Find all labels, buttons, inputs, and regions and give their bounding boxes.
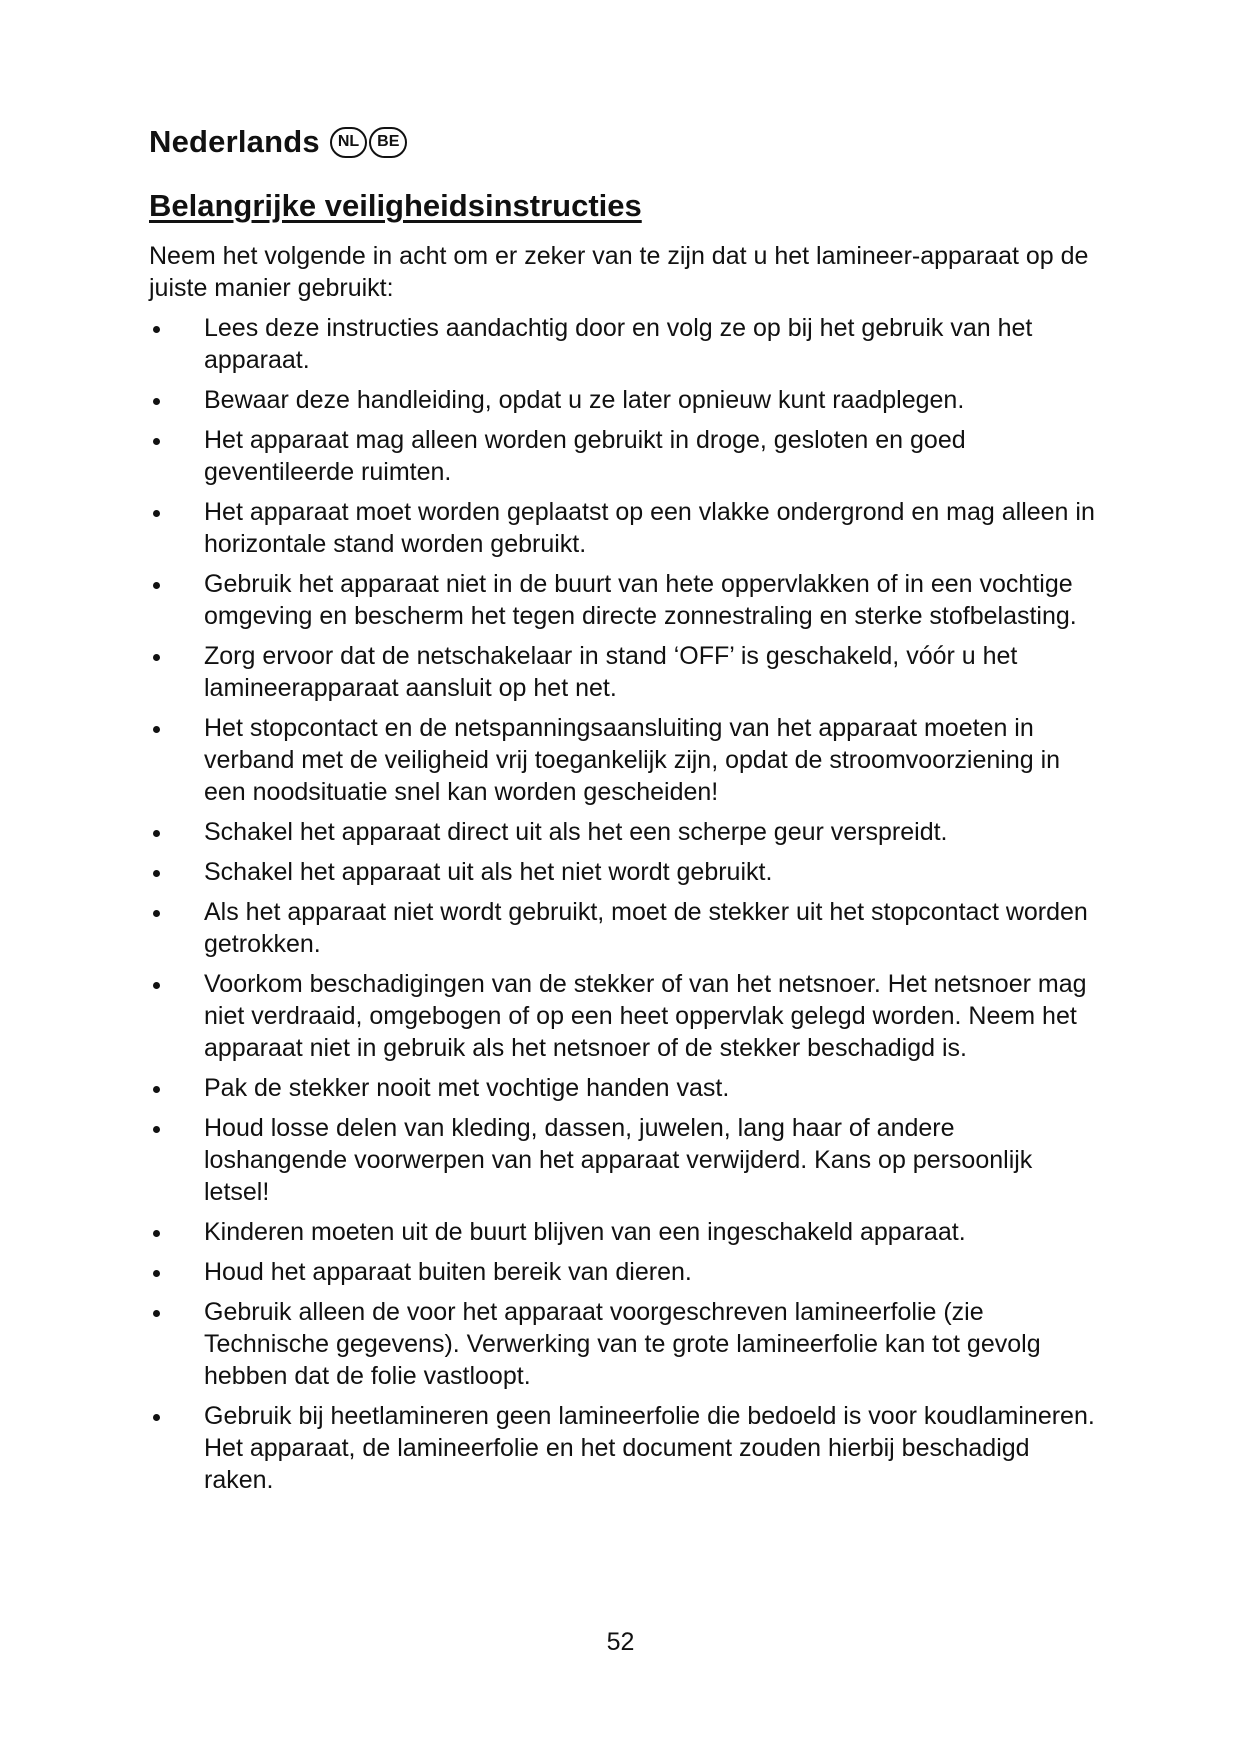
intro-paragraph: Neem het volgende in acht om er zeker van te zijn dat u het lamineer-apparaat op de juiste manier gebruikt: [149, 242, 1089, 302]
list-item-text: Bewaar deze handleiding, opdat u ze later opnieuw kunt raadplegen. [204, 386, 965, 414]
list-item [149, 496, 1099, 560]
language-header [149, 118, 1099, 166]
list-item-text: Gebruik alleen de voor het apparaat voorgeschreven lamineerfolie (zie Technische gegevens). Verwerking van te grote lamineerfolie kan tot gevolg hebben dat de folie vastloopt. [204, 1298, 1041, 1390]
list-item [149, 896, 1099, 960]
country-badges [328, 127, 408, 158]
list-item [149, 384, 1099, 416]
list-item-text: Voorkom beschadigingen van de stekker of van het netsnoer. Het netsnoer mag niet verdraaid, omgebogen of op een heet oppervlak gelegd worden. Neem het apparaat niet in gebruik als het netsnoer of de stekker beschadigd is. [204, 970, 1087, 1062]
bullet-icon [153, 510, 160, 517]
bullet-icon [153, 726, 160, 733]
bullet-icon [153, 1414, 160, 1421]
bullet-icon [153, 1230, 160, 1237]
list-item [149, 424, 1099, 488]
list-item-text: Houd losse delen van kleding, dassen, juwelen, lang haar of andere loshangende voorwerpen van het apparaat verwijderd. Kans op persoonlijk letsel! [204, 1114, 1033, 1206]
list-item-text: Kinderen moeten uit de buurt blijven van een ingeschakeld apparaat. [204, 1218, 966, 1246]
bullet-icon [153, 654, 160, 661]
list-item-text: Als het apparaat niet wordt gebruikt, moet de stekker uit het stopcontact worden getrokken. [204, 898, 1088, 958]
page-number: 52 [606, 1628, 635, 1656]
list-item [149, 640, 1099, 704]
country-badge-nl: NL [330, 127, 367, 158]
safety-instruction-list [149, 312, 1099, 1496]
list-item [149, 1216, 1099, 1248]
list-item-text: Gebruik het apparaat niet in de buurt van hete oppervlakken of in een vochtige omgeving en bescherm het tegen directe zonnestraling en sterke stofbelasting. [204, 570, 1077, 630]
list-item [149, 1296, 1099, 1392]
list-item-text: Het apparaat moet worden geplaatst op een vlakke ondergrond en mag alleen in horizontale stand worden gebruikt. [204, 498, 1095, 558]
list-item [149, 1256, 1099, 1288]
list-item [149, 856, 1099, 888]
bullet-icon [153, 438, 160, 445]
bullet-icon [153, 870, 160, 877]
list-item-text: Gebruik bij heetlamineren geen lamineerfolie die bedoeld is voor koudlamineren. Het apparaat, de lamineerfolie en het document zouden hierbij beschadigd raken. [204, 1402, 1095, 1494]
list-item-text: Zorg ervoor dat de netschakelaar in stand ‘OFF’ is geschakeld, vóór u het lamineerapparaat aansluit op het net. [204, 642, 1018, 702]
list-item [149, 968, 1099, 1064]
list-item-text: Het stopcontact en de netspanningsaansluiting van het apparaat moeten in verband met de veiligheid vrij toegankelijk zijn, opdat de stroomvoorziening in een noodsituatie snel kan worden gescheiden! [204, 714, 1061, 806]
list-item-text: Houd het apparaat buiten bereik van dieren. [204, 1258, 692, 1286]
language-title: Nederlands [149, 124, 320, 159]
list-item [149, 1400, 1099, 1496]
country-badge-be: BE [369, 127, 407, 158]
list-item [149, 568, 1099, 632]
section-title: Belangrijke veiligheidsinstructies [149, 188, 642, 223]
bullet-icon [153, 1126, 160, 1133]
list-item-text: Het apparaat mag alleen worden gebruikt in droge, gesloten en goed geventileerde ruimten. [204, 426, 966, 486]
bullet-icon [153, 326, 160, 333]
list-item-text: Schakel het apparaat uit als het niet wordt gebruikt. [204, 858, 773, 886]
bullet-icon [153, 910, 160, 917]
document-page [149, 118, 1099, 1504]
list-item [149, 712, 1099, 808]
list-item [149, 1072, 1099, 1104]
bullet-icon [153, 1310, 160, 1317]
bullet-icon [153, 982, 160, 989]
bullet-icon [153, 830, 160, 837]
list-item [149, 312, 1099, 376]
list-item-text: Pak de stekker nooit met vochtige handen vast. [204, 1074, 730, 1102]
list-item-text: Schakel het apparaat direct uit als het een scherpe geur verspreidt. [204, 818, 948, 846]
bullet-icon [153, 1086, 160, 1093]
bullet-icon [153, 1270, 160, 1277]
bullet-icon [153, 582, 160, 589]
list-item-text: Lees deze instructies aandachtig door en volg ze op bij het gebruik van het apparaat. [204, 314, 1033, 374]
list-item [149, 816, 1099, 848]
bullet-icon [153, 398, 160, 405]
list-item [149, 1112, 1099, 1208]
